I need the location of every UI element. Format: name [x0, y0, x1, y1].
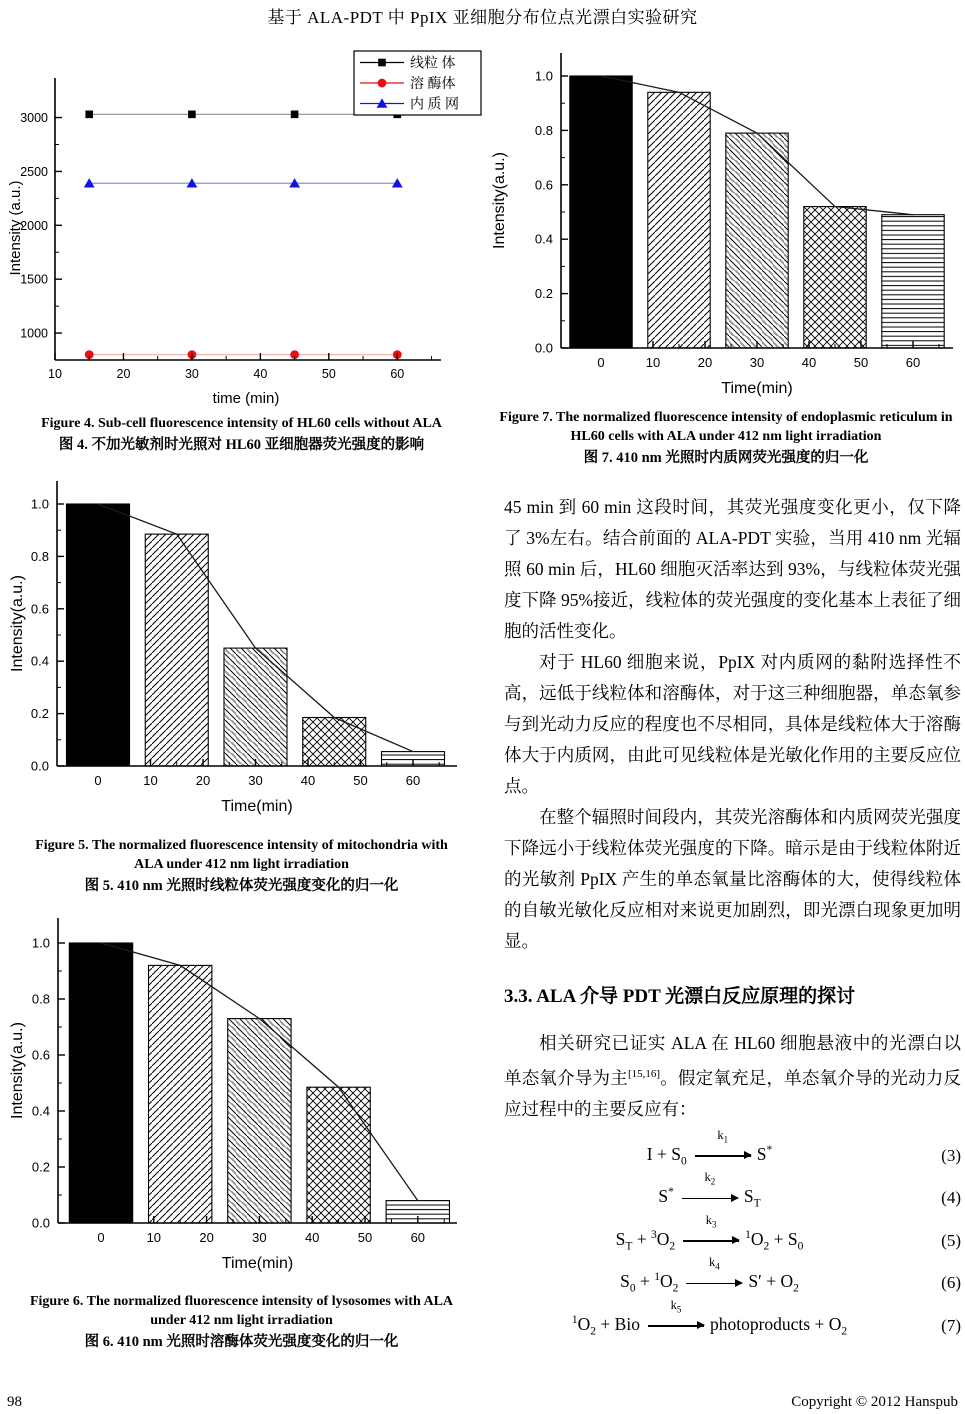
- svg-text:Intensity(a.u.): Intensity(a.u.): [9, 1022, 26, 1119]
- svg-text:0.4: 0.4: [31, 1103, 50, 1119]
- svg-text:50: 50: [353, 773, 368, 788]
- equation-number: (3): [941, 1145, 961, 1165]
- figure7-caption: [487, 408, 965, 469]
- paragraph: 在整个辐照时间段内，其荧光溶酶体和内质网荧光强度下降远小于线粒体荧光强度的下降。暗示是由于线粒体附近的光敏剂 PpIX 产生的单态氧量比溶酶体的大，使得线粒体的自敏光敏化反应相对来说更加剧烈，即光漂白现象更加明显。: [504, 807, 961, 951]
- reaction-arrow: $k_2$: [682, 1186, 738, 1207]
- figure4-caption-en: Figure 4. Sub-cell fluorescence intensity of HL60 cells without ALA: [41, 416, 442, 431]
- svg-text:0: 0: [97, 1230, 105, 1245]
- svg-text:0.2: 0.2: [30, 706, 49, 722]
- equation-number: (7): [941, 1315, 961, 1335]
- equation-formula: $I + S_0$ $k_1$ S*: [646, 1127, 773, 1168]
- figure4-scatter-chart: [5, 50, 483, 414]
- reaction-arrow: $k_4$: [686, 1271, 742, 1292]
- paragraph: 对于 HL60 细胞来说，PpIX 对内质网的黏附选择性不高，远低于线粒体和溶酶体，对于这三种细胞器，单态氧参与到光动力反应的程度也不尽相同，具体是线粒体大于溶酶体大于内质网，由此可见线粒体是光敏化作用的主要反应位点。: [504, 652, 961, 796]
- svg-text:time (min): time (min): [212, 390, 280, 407]
- svg-text:20: 20: [697, 355, 713, 370]
- svg-text:2000: 2000: [20, 218, 48, 233]
- figure6-caption: [0, 1292, 483, 1353]
- svg-text:50: 50: [853, 355, 869, 370]
- equation-formula: $S_0 + ^1O_2$ $k_4$ $S' + O_2$: [620, 1255, 799, 1295]
- equation-row: [504, 1212, 961, 1253]
- figure5-caption: [0, 836, 483, 897]
- equation-row: [504, 1297, 961, 1338]
- svg-text:Time(min): Time(min): [721, 380, 793, 397]
- svg-text:0.0: 0.0: [534, 340, 553, 356]
- figure4-caption: [0, 414, 483, 456]
- equation-number: (5): [941, 1230, 961, 1250]
- equation-number: (4): [941, 1188, 961, 1208]
- svg-text:0.0: 0.0: [31, 1215, 50, 1231]
- figure7-caption-en: Figure 7. The normalized fluorescence intensity of endoplasmic reticulum in HL60 cells with ALA under 412 nm light irradiation: [499, 410, 953, 444]
- figure5-caption-cn: 图 5. 410 nm 光照时线粒体荧光强度变化的归一化: [84, 878, 399, 894]
- reaction-arrow: $k_1$: [695, 1144, 751, 1165]
- figure5-bar-chart: [5, 478, 477, 834]
- svg-text:30: 30: [252, 1230, 267, 1245]
- equation-block: [504, 1127, 961, 1338]
- svg-text:1.0: 1.0: [31, 935, 50, 951]
- equation-formula: $S_T + ^3O_2$ $k_3$ $^1O_2 + S_0$: [615, 1212, 804, 1253]
- page-number: 98: [7, 1394, 22, 1410]
- svg-text:0: 0: [94, 773, 102, 788]
- svg-text:50: 50: [321, 367, 336, 381]
- svg-text:0.4: 0.4: [534, 231, 553, 247]
- svg-text:0.4: 0.4: [30, 653, 49, 669]
- svg-text:3000: 3000: [20, 111, 48, 126]
- svg-text:40: 40: [253, 367, 268, 381]
- svg-text:1.0: 1.0: [534, 68, 553, 84]
- svg-text:内 质 网: 内 质 网: [410, 97, 459, 113]
- svg-text:0.2: 0.2: [31, 1159, 50, 1175]
- equation-formula: $^1O_2$ + Bio $k_5$ photoproducts + $O_2$: [571, 1297, 848, 1338]
- svg-text:0.6: 0.6: [534, 177, 553, 193]
- svg-text:0.6: 0.6: [30, 601, 49, 617]
- equation-number: (6): [941, 1273, 961, 1293]
- paragraph: 45 min 到 60 min 这段时间，其荧光强度变化更小，仅下降了 3%左右。结合前面的 ALA-PDT 实验，当用 410 nm 光辐照 60 min 后，HL60 细胞灭活率达到 93%，与线粒体荧光强度下降 95%接近，线粒体的荧光强度的变化基本上表征了细胞的活性变化。: [504, 497, 961, 641]
- page-title: 基于 ALA-PDT 中 PpIX 亚细胞分布位点光漂白实验研究: [267, 8, 698, 27]
- figure4-caption-cn: 图 4. 不加光敏剂时光照对 HL60 亚细胞器荧光强度的影响: [58, 437, 425, 453]
- svg-text:Intensity(a.u.): Intensity(a.u.): [9, 575, 26, 672]
- svg-text:40: 40: [304, 1230, 320, 1245]
- svg-text:40: 40: [801, 355, 817, 370]
- svg-text:0.8: 0.8: [30, 548, 49, 564]
- figure6-caption-cn: 图 6. 410 nm 光照时溶酶体荧光强度变化的归一化: [84, 1334, 399, 1350]
- svg-text:10: 10: [645, 355, 661, 370]
- section-heading: 3.3. ALA 介导 PDT 光漂白反应原理的探讨: [504, 986, 856, 1007]
- equation-row: [504, 1255, 961, 1295]
- svg-text:2500: 2500: [20, 164, 48, 179]
- svg-text:1000: 1000: [20, 326, 48, 341]
- equation-row: [504, 1170, 961, 1210]
- svg-text:20: 20: [199, 1230, 214, 1245]
- svg-text:40: 40: [300, 773, 316, 788]
- svg-text:10: 10: [143, 773, 158, 788]
- svg-text:30: 30: [184, 367, 199, 381]
- copyright-notice: Copyright © 2012 Hanspub: [791, 1394, 958, 1410]
- svg-text:1.0: 1.0: [30, 496, 49, 512]
- figure5-caption-en: Figure 5. The normalized fluorescence intensity of mitochondria with ALA under 412 nm light irradiation: [35, 838, 448, 872]
- figure7-caption-cn: 图 7. 410 nm 光照时内质网荧光强度的归一化: [583, 450, 869, 466]
- svg-text:Time(min): Time(min): [221, 1255, 294, 1272]
- svg-text:60: 60: [405, 773, 421, 788]
- svg-text:线粒 体: 线粒 体: [410, 56, 456, 72]
- svg-text:0.0: 0.0: [30, 758, 49, 774]
- svg-text:20: 20: [195, 773, 211, 788]
- svg-text:0.6: 0.6: [31, 1047, 50, 1063]
- svg-text:60: 60: [905, 355, 921, 370]
- citation-superscript: [15,16]: [627, 1068, 661, 1080]
- equation-formula: S* $k_2$ $S_T$: [658, 1170, 761, 1210]
- svg-text:50: 50: [357, 1230, 373, 1245]
- svg-text:0.8: 0.8: [31, 991, 50, 1007]
- svg-text:0.2: 0.2: [534, 286, 553, 302]
- svg-text:Time(min): Time(min): [221, 798, 293, 815]
- article-text-column: [504, 492, 961, 1356]
- svg-text:30: 30: [248, 773, 263, 788]
- svg-text:0: 0: [597, 355, 605, 370]
- svg-text:Intensity(a.u.): Intensity(a.u.): [491, 152, 508, 249]
- svg-text:溶 酶体: 溶 酶体: [410, 77, 456, 92]
- figure6-caption-en: Figure 6. The normalized fluorescence intensity of lysosomes with ALA under 412 nm light irradiation: [29, 1294, 454, 1328]
- svg-text:0.8: 0.8: [534, 122, 553, 138]
- reaction-arrow: $k_3$: [683, 1229, 739, 1250]
- figure6-bar-chart: [5, 905, 477, 1289]
- svg-text:60: 60: [390, 367, 405, 381]
- reaction-arrow: $k_5$: [648, 1314, 704, 1335]
- svg-text:10: 10: [146, 1230, 162, 1245]
- svg-text:10: 10: [48, 367, 62, 381]
- svg-text:60: 60: [410, 1230, 426, 1245]
- figure7-bar-chart: [487, 50, 965, 406]
- svg-text:30: 30: [749, 355, 765, 370]
- svg-text:1500: 1500: [20, 272, 48, 287]
- equation-row: [504, 1127, 961, 1168]
- svg-text:20: 20: [116, 367, 131, 381]
- paragraph-with-citation: 相关研究已证实 ALA 在 HL60 细胞悬液中的光漂白以单态氧介导为主[15,16]。假定氧充足，单态氧介导的光动力反应过程中的主要反应有：: [504, 1033, 962, 1119]
- svg-text:Intensity (a.u.): Intensity (a.u.): [7, 180, 24, 276]
